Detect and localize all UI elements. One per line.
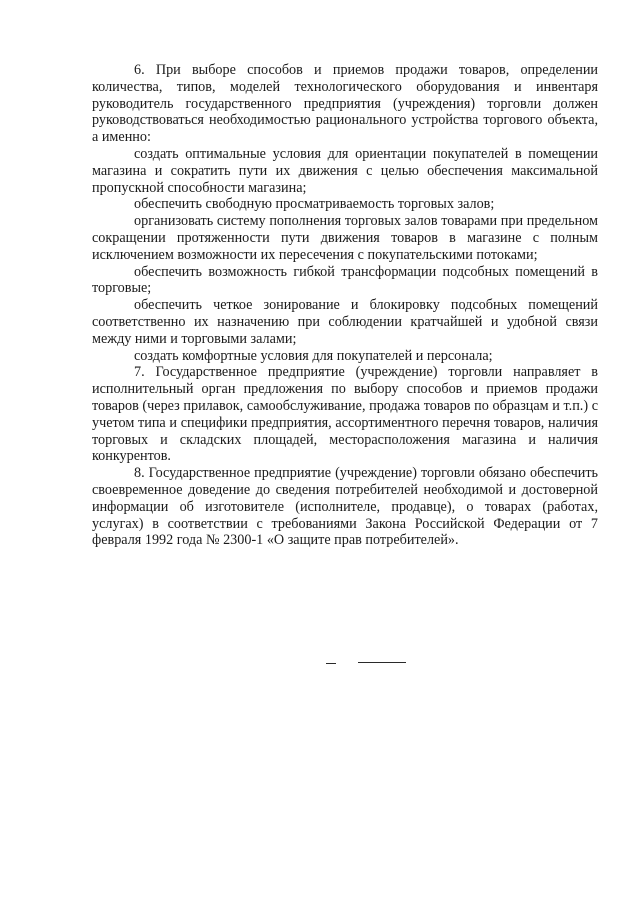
- list-item-zoning: обеспечить четкое зонирование и блокировку подсобных помещений соответственно их назначению при соблюдении кратчайшей и удобной связи между ними и торговыми залами;: [92, 297, 598, 347]
- paragraph-8: 8. Государственное предприятие (учреждение) торговли обязано обеспечить своевременное доведение до сведения потребителей необходимой и достоверной информации об изготовителе (исполнителе, продавце), о товарах (работах, услугах) в соответствии с требованиями Закона Российской Федерации от 7 февраля 1992 года № 2300-1 «О защите прав потребителей».: [92, 465, 598, 549]
- list-item-visibility: обеспечить свободную просматриваемость торговых залов;: [134, 196, 495, 213]
- end-of-text-divider: [326, 662, 408, 666]
- document-body: [92, 62, 598, 549]
- list-item-orientation: создать оптимальные условия для ориентации покупателей в помещении магазина и сократить пути их движения с целью обеспечения максимальной пропускной способности магазина;: [92, 145, 598, 196]
- list-item-replenishment: организовать систему пополнения торговых залов товарами при предельном сокращении протяженности пути движения товаров в магазине с полным исключением возможности их пересечения с покупательскими потоками;: [92, 213, 598, 263]
- paragraph-6-intro: 6. При выборе способов и приемов продажи товаров, определении количества, типов, моделей технологического оборудования и инвентаря руководитель государственного предприятия (учреждения) торговли должен руководствоваться необходимостью рационального устройства торгового объекта, а именно:: [92, 62, 598, 146]
- list-item-transformation: обеспечить возможность гибкой трансформации подсобных помещений в торговые;: [92, 263, 598, 297]
- list-item-comfort: создать комфортные условия для покупателей и персонала;: [134, 347, 493, 364]
- divider-long-line: [358, 662, 406, 663]
- paragraph-7: 7. Государственное предприятие (учреждение) торговли направляет в исполнительный орган предложения по выбору способов и приемов продажи товаров (через прилавок, самообслуживание, продажа товаров по образцам и т.п.) с учетом типа и специфики предприятия, ассортиментного перечня товаров, наличия торговых и складских площадей, месторасположения магазина и наличия конкурентов.: [92, 364, 598, 465]
- divider-short-line: [326, 663, 336, 664]
